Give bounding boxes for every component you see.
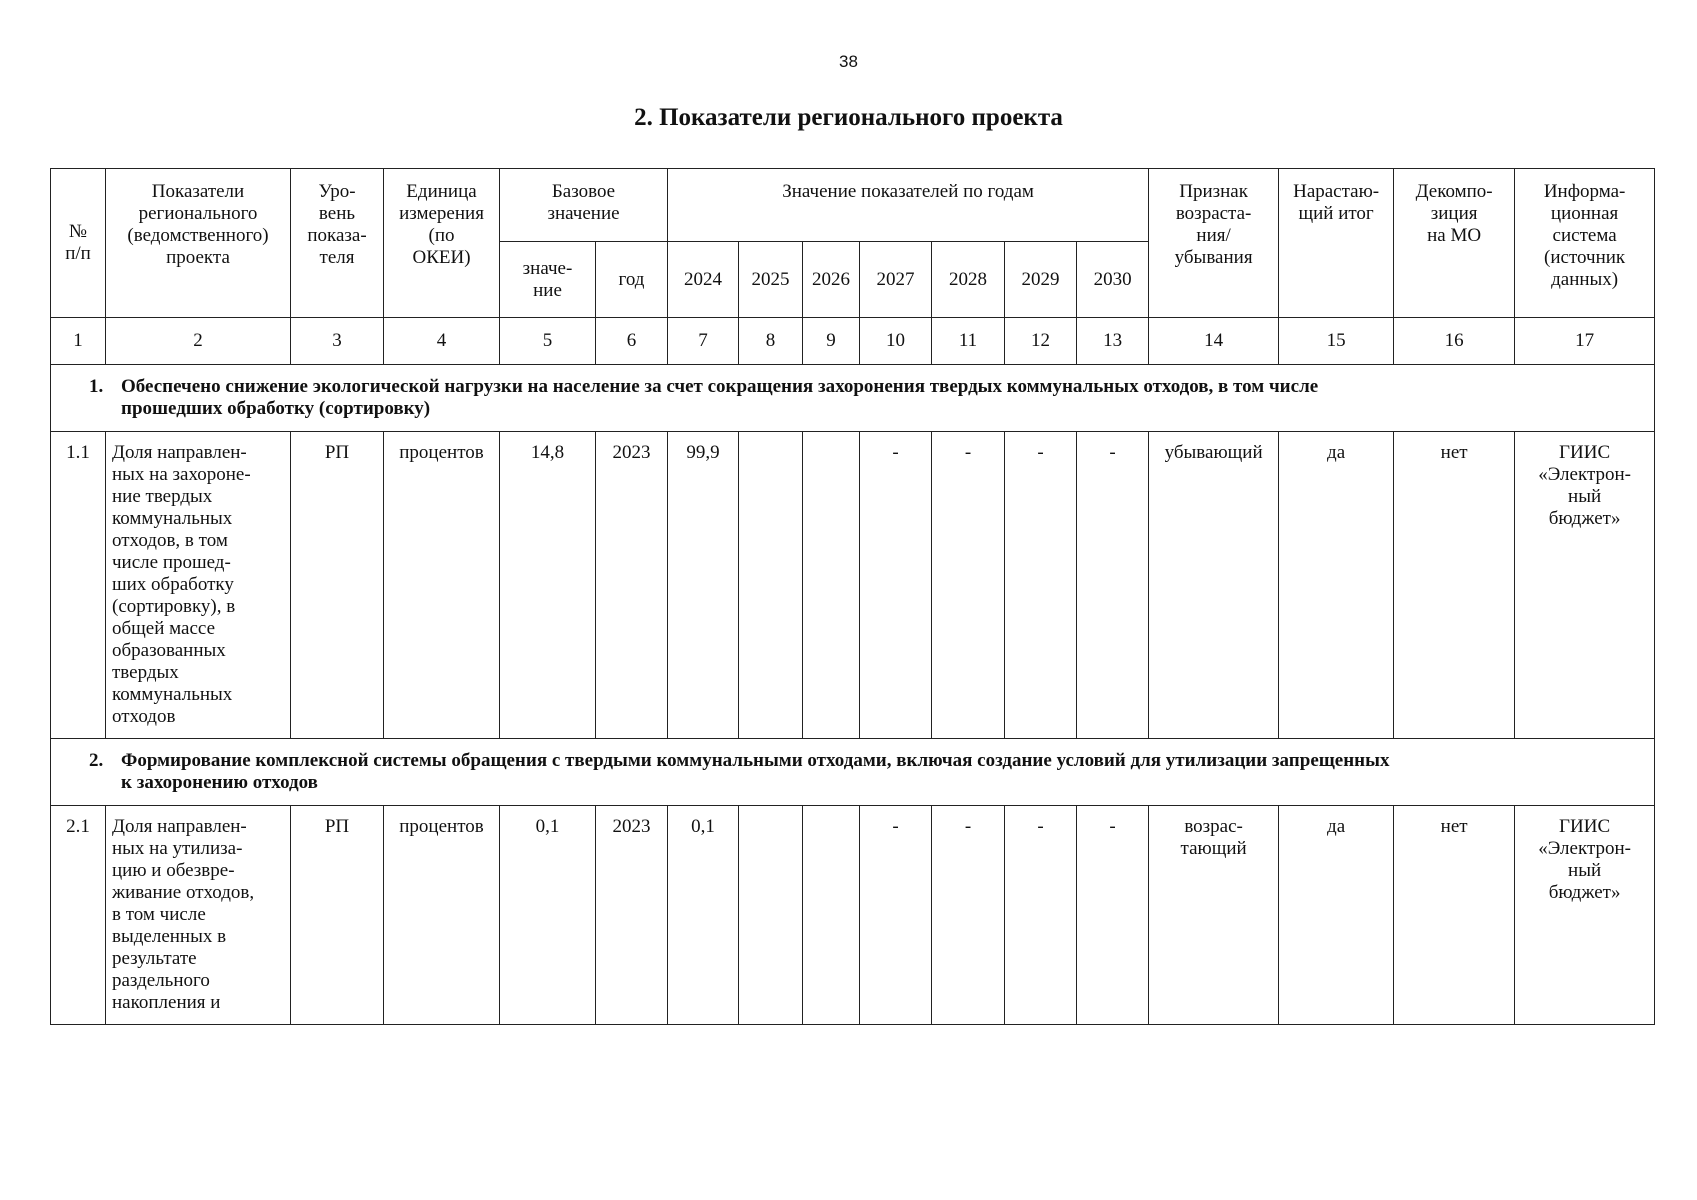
header-year-2028: 2028 [932, 242, 1005, 318]
column-number: 13 [1077, 318, 1149, 365]
row-indicator: Доля направлен- ных на захороне- ние твердых коммунальных отходов, в том числе прошед- ших обработку (сортировку), в общей массе образованных твердых коммунальных отходов [106, 432, 291, 739]
column-number: 15 [1279, 318, 1394, 365]
row-cumulative: да [1279, 432, 1394, 739]
row-indicator: Доля направлен- ных на утилиза- цию и обезвре- живание отходов, в том числе выделенных в результате раздельного накопления и [106, 806, 291, 1025]
row-cumulative: да [1279, 806, 1394, 1025]
row-base-year: 2023 [596, 806, 668, 1025]
row-num: 2.1 [51, 806, 106, 1025]
header-year-2026: 2026 [803, 242, 860, 318]
row-value-2026 [803, 432, 860, 739]
section-number: 1. [89, 376, 104, 397]
column-number: 17 [1515, 318, 1655, 365]
column-number: 11 [932, 318, 1005, 365]
header-unit: Единица измерения (по ОКЕИ) [384, 169, 500, 318]
row-value-2028: - [932, 432, 1005, 739]
section-title [51, 365, 1655, 432]
header-year-2030: 2030 [1077, 242, 1149, 318]
page-title: 2. Показатели регионального проекта [634, 104, 1063, 131]
row-value-2029: - [1005, 432, 1077, 739]
row-value-2030: - [1077, 432, 1149, 739]
header-level: Уро- вень показа- теля [291, 169, 384, 318]
row-level: РП [291, 432, 384, 739]
section-number: 2. [89, 750, 104, 771]
row-info-system: ГИИС «Электрон- ный бюджет» [1515, 432, 1655, 739]
row-base-value: 14,8 [500, 432, 596, 739]
header-cumulative: Нарастаю- щий итог [1279, 169, 1394, 318]
row-info-system: ГИИС «Электрон- ный бюджет» [1515, 806, 1655, 1025]
column-number: 10 [860, 318, 932, 365]
header-trend: Признак возраста- ния/ убывания [1149, 169, 1279, 318]
row-level: РП [291, 806, 384, 1025]
table-row [51, 432, 1655, 739]
column-number: 16 [1394, 318, 1515, 365]
section-row [51, 365, 1655, 432]
page-number: 38 [839, 52, 858, 71]
header-year-2027: 2027 [860, 242, 932, 318]
section-title-line: Обеспечено снижение экологической нагрузки на население за счет сокращения захоронения твердых коммунальных отходов, в том числе [121, 376, 1319, 397]
header-decomposition: Декомпо- зиция на МО [1394, 169, 1515, 318]
header-num: № п/п [51, 169, 106, 318]
row-value-2024: 0,1 [668, 806, 739, 1025]
row-num: 1.1 [51, 432, 106, 739]
row-value-2026 [803, 806, 860, 1025]
column-number: 3 [291, 318, 384, 365]
header-base: Базовое значение [500, 169, 668, 242]
header-info-system: Информа- ционная система (источник данных) [1515, 169, 1655, 318]
section-title-line: прошедших обработку (сортировку) [121, 398, 431, 419]
column-number: 8 [739, 318, 803, 365]
header-base-year: год [596, 242, 668, 318]
column-number: 7 [668, 318, 739, 365]
section-row [51, 739, 1655, 806]
row-value-2028: - [932, 806, 1005, 1025]
table-row [51, 806, 1655, 1025]
row-value-2025 [739, 806, 803, 1025]
column-number: 14 [1149, 318, 1279, 365]
column-number-row [51, 318, 1655, 365]
row-decomposition: нет [1394, 806, 1515, 1025]
column-number: 6 [596, 318, 668, 365]
header-values-by-year: Значение показателей по годам [668, 169, 1149, 242]
column-number: 2 [106, 318, 291, 365]
column-number: 5 [500, 318, 596, 365]
row-value-2025 [739, 432, 803, 739]
row-unit: процентов [384, 806, 500, 1025]
section-title-line: Формирование комплексной системы обращения с твердыми коммунальными отходами, включая создание условий для утилизации запрещенных [121, 750, 1390, 771]
row-value-2030: - [1077, 806, 1149, 1025]
column-number: 1 [51, 318, 106, 365]
column-number: 4 [384, 318, 500, 365]
section-title-line: к захоронению отходов [121, 772, 318, 793]
row-value-2027: - [860, 806, 932, 1025]
header-indicator: Показатели регионального (ведомственного) проекта [106, 169, 291, 318]
header-year-2025: 2025 [739, 242, 803, 318]
column-number: 9 [803, 318, 860, 365]
row-trend: возрас- тающий [1149, 806, 1279, 1025]
row-value-2027: - [860, 432, 932, 739]
header-base-value: значе- ние [500, 242, 596, 318]
header-year-2029: 2029 [1005, 242, 1077, 318]
row-value-2029: - [1005, 806, 1077, 1025]
column-number: 12 [1005, 318, 1077, 365]
row-base-value: 0,1 [500, 806, 596, 1025]
section-title [51, 739, 1655, 806]
row-trend: убывающий [1149, 432, 1279, 739]
indicators-table [50, 168, 1655, 1025]
row-value-2024: 99,9 [668, 432, 739, 739]
row-unit: процентов [384, 432, 500, 739]
row-base-year: 2023 [596, 432, 668, 739]
row-decomposition: нет [1394, 432, 1515, 739]
header-year-2024: 2024 [668, 242, 739, 318]
